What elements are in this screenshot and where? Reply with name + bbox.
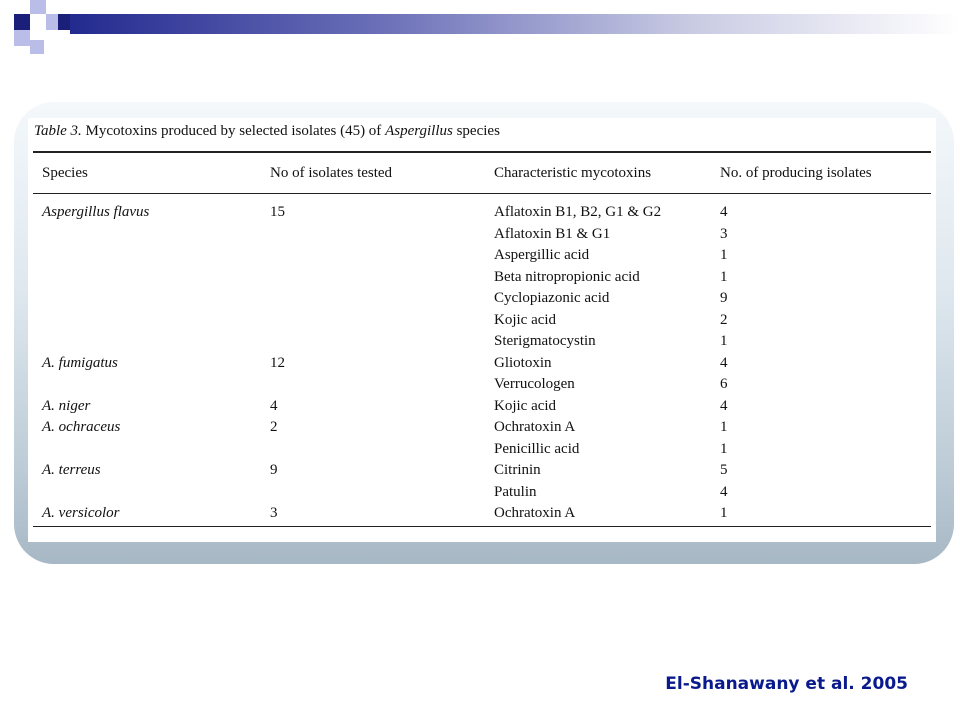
cell-species: A. versicolor	[42, 505, 120, 521]
header-mycotoxins: Characteristic mycotoxins	[494, 165, 652, 181]
table-header-rule	[33, 193, 931, 194]
cell-producing-count: 1	[720, 333, 728, 349]
cell-mycotoxin: Verrucologen	[494, 376, 575, 392]
cell-producing-count: 6	[720, 376, 728, 392]
citation: El-Shanawany et al. 2005	[665, 674, 908, 694]
cell-isolates-tested: 9	[270, 462, 278, 478]
cell-mycotoxin: Sterigmatocystin	[494, 333, 596, 349]
cell-mycotoxin: Aflatoxin B1, B2, G1 & G2	[494, 204, 662, 220]
caption-suffix: species	[456, 123, 500, 139]
cell-mycotoxin: Beta nitropropionic acid	[494, 269, 640, 285]
cell-producing-count: 5	[720, 462, 728, 478]
decor-square-light-4	[30, 40, 44, 54]
cell-species: A. ochraceus	[42, 419, 121, 435]
cell-mycotoxin: Ochratoxin A	[494, 505, 576, 521]
decor-square-navy-2	[58, 14, 70, 30]
caption-text: Mycotoxins produced by selected isolates (45) of	[85, 123, 382, 139]
header-producing-isolates: No. of producing isolates	[720, 165, 872, 181]
cell-producing-count: 1	[720, 269, 728, 285]
cell-isolates-tested: 4	[270, 398, 278, 414]
header-isolates-tested: No of isolates tested	[270, 165, 393, 181]
cell-producing-count: 1	[720, 247, 728, 263]
cell-isolates-tested: 3	[270, 505, 278, 521]
cell-producing-count: 1	[720, 441, 728, 457]
decor-square-navy-1	[14, 14, 30, 30]
cell-mycotoxin: Patulin	[494, 484, 537, 500]
caption-genus: Aspergillus	[385, 123, 453, 139]
caption-label: Table 3.	[34, 123, 82, 139]
cell-producing-count: 4	[720, 355, 728, 371]
cell-producing-count: 4	[720, 484, 728, 500]
cell-species: A. niger	[42, 398, 91, 414]
cell-producing-count: 3	[720, 226, 728, 242]
cell-mycotoxin: Penicillic acid	[494, 441, 580, 457]
cell-producing-count: 2	[720, 312, 728, 328]
cell-producing-count: 9	[720, 290, 728, 306]
cell-mycotoxin: Ochratoxin A	[494, 419, 576, 435]
cell-producing-count: 4	[720, 398, 728, 414]
cell-mycotoxin: Kojic acid	[494, 398, 557, 414]
header-gradient-bar	[70, 14, 960, 34]
cell-isolates-tested: 2	[270, 419, 278, 435]
cell-species: A. terreus	[42, 462, 101, 478]
cell-mycotoxin: Aflatoxin B1 & G1	[494, 226, 611, 242]
table-caption	[34, 123, 500, 140]
decor-square-light-2	[46, 14, 58, 30]
cell-producing-count: 1	[720, 419, 728, 435]
cell-isolates-tested: 12	[270, 355, 285, 371]
cell-mycotoxin: Citrinin	[494, 462, 541, 478]
cell-producing-count: 4	[720, 204, 728, 220]
header-species: Species	[42, 165, 88, 181]
cell-species: A. fumigatus	[42, 355, 118, 371]
cell-producing-count: 1	[720, 505, 728, 521]
table-bottom-rule	[33, 526, 931, 527]
cell-mycotoxin: Cyclopiazonic acid	[494, 290, 610, 306]
cell-isolates-tested: 15	[270, 204, 285, 220]
cell-mycotoxin: Aspergillic acid	[494, 247, 590, 263]
table-top-rule	[33, 151, 931, 153]
decor-square-light-3	[14, 30, 30, 46]
cell-mycotoxin: Gliotoxin	[494, 355, 552, 371]
decor-square-light-1	[30, 0, 46, 14]
cell-mycotoxin: Kojic acid	[494, 312, 557, 328]
cell-species: Aspergillus flavus	[42, 204, 150, 220]
